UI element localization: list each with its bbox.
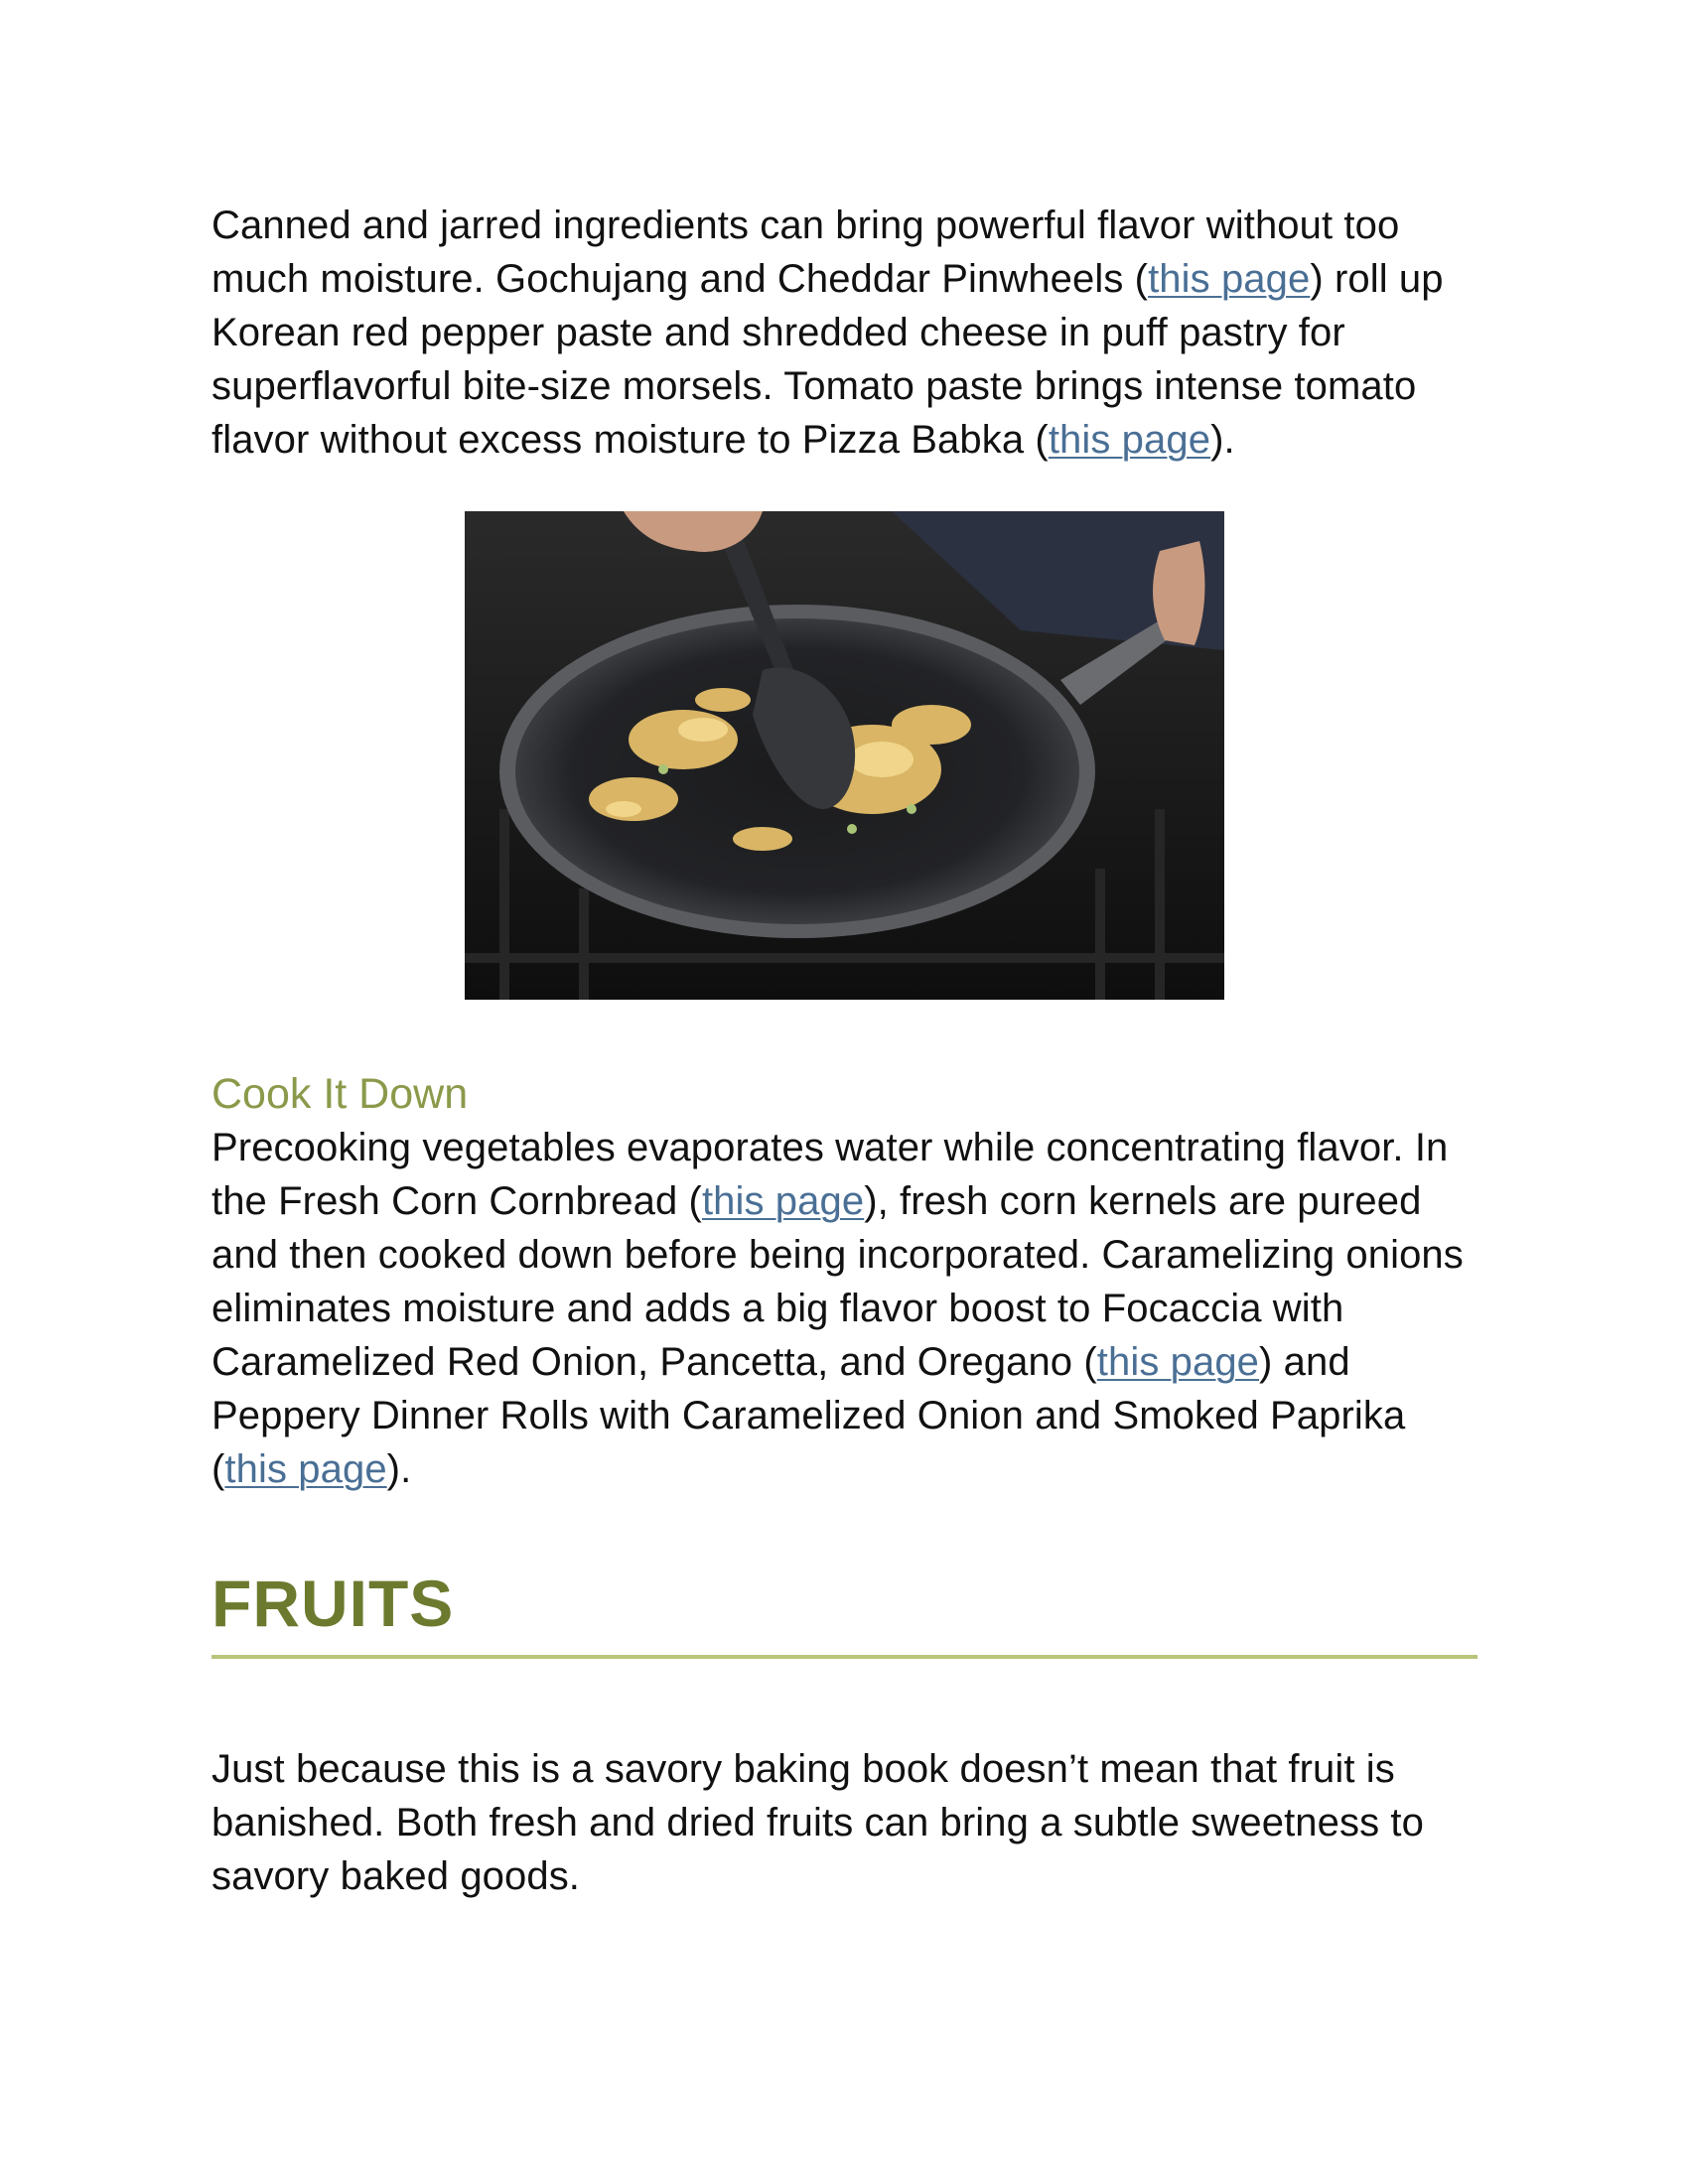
link-peppery-dinner-rolls[interactable]: this page — [224, 1447, 387, 1491]
fruits-paragraph: Just because this is a savory baking book doesn’t mean that fruit is banished. Both fresh and dried fruits can bring a subtle sweetness to savory baked goods. — [211, 1747, 1424, 1898]
intro-text-2: ) roll up Korean red pepper paste and shredded cheese in puff pastry for superflavorful bite-size morsels. Tomato paste brings intense tomato flavor without excess moisture to Pizza Babka ( — [211, 257, 1444, 462]
cook-text-4: ). — [386, 1447, 412, 1491]
link-fresh-corn-cornbread[interactable]: this page — [701, 1179, 865, 1223]
cook-text-3: ) and Peppery Dinner Rolls with Caramelized Onion and Smoked Paprika ( — [211, 1340, 1406, 1491]
cook-it-down-heading: Cook It Down — [211, 1070, 469, 1118]
link-focaccia[interactable]: this page — [1096, 1340, 1260, 1384]
fruits-section-title: FRUITS — [211, 1567, 455, 1640]
skillet-onions-photo — [465, 511, 1224, 1000]
cook-text-2: ), fresh corn kernels are pureed and then cooked down before being incorporated. Caramelizing onions eliminates moisture and adds a big flavor boost to Focaccia with Caramelized Red Onion, Pancetta, and Oregano ( — [211, 1179, 1464, 1384]
cook-it-down-paragraph — [211, 1121, 1477, 1496]
link-gochujang-pinwheels[interactable]: this page — [1148, 257, 1311, 301]
intro-paragraph — [211, 199, 1477, 467]
cook-text-1: Precooking vegetables evaporates water while concentrating flavor. In the Fresh Corn Cornbread ( — [211, 1126, 1449, 1223]
page-content — [211, 199, 1477, 1903]
intro-text-1: Canned and jarred ingredients can bring powerful flavor without too much moisture. Gochujang and Cheddar Pinwheels ( — [211, 204, 1400, 301]
link-pizza-babka[interactable]: this page — [1048, 418, 1211, 462]
intro-text-3: ). — [1210, 418, 1235, 462]
